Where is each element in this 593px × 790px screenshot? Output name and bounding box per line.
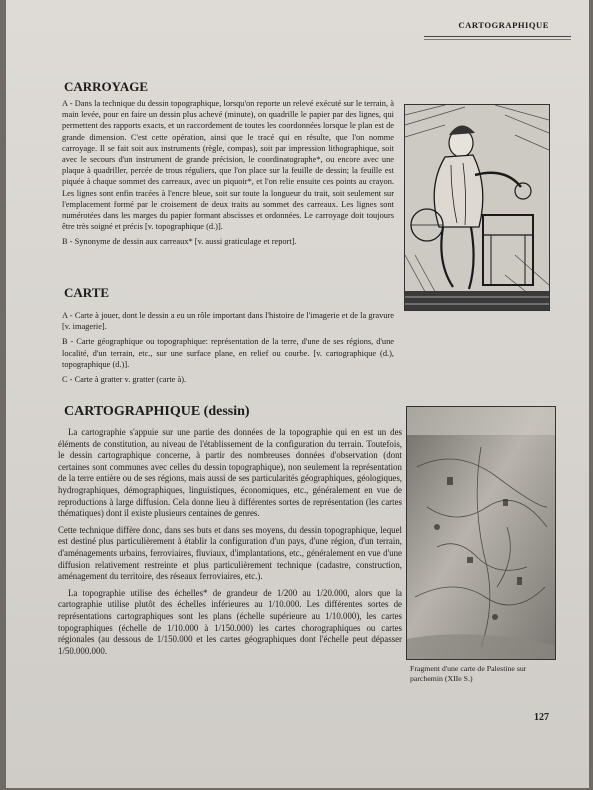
header-rule-thin [424,39,571,40]
page-number: 127 [534,712,549,723]
cartographique-para-1: La cartographie s'appuie sur une partie des données de la topographie qui en est un des éléments de constitution, au niveau de l'établissement de la configuration du terrain. Toutefois, le dessin cartographique concerne, à partir des nombreuses données d'observation (dont certaines sont communes avec celles du dessin topographique), non seulement la représentation de la terre entière ou de ses régions, mais aussi de ses particularités géographiques, géologiques, hydrographiques, démographiques, linguistiques, économiques, etc., généralement en vue de reproductions à large diffusion. Cela donne lieu à différentes sortes de représentation (les cartes thématiques) dont il existe plusieurs centaines de genres. [58,427,402,519]
woodcut-illustration [404,104,550,311]
woodcut-engraving-image [405,105,549,310]
running-head: CARTOGRAPHIQUE [458,20,549,30]
carte-para-b: B - Carte géographique ou topographique: représentation de la terre, d'une de ses régions, d'une localité, d'un terrain, etc., sur une surface plane, en relief ou courbe. [v. cartographique (d.), topographique (d.)]. [62,337,394,369]
figure-caption: Fragment d'une carte de Palestine sur parchemin (XIIe S.) [410,664,527,683]
cartographique-para-2: Cette technique diffère donc, dans ses buts et dans ses moyens, du dessin topographique, lequel est destiné plus particulièrement à établir la configuration d'un pays, d'une région, d'un terrain, d'aménagements urbains, ferroviaires, fluviaux, d'implantations, etc., généralement en vue d'une diffusion relativement restreinte et plus particulièrement technique (cadastre, construction, aménagement du territoire, des réseaux ferroviaires, etc.). [58,524,402,582]
carte-para-c: C - Carte à gratter v. gratter (carte à). [62,375,187,385]
carte-body [62,310,394,389]
book-page [6,0,589,788]
carroyage-body [62,98,394,252]
heading-carroyage: CARROYAGE [64,79,149,94]
heading-cartographique: CARTOGRAPHIQUE (dessin) [64,404,250,419]
carroyage-para-a: A - Dans la technique du dessin topographique, lorsqu'on reporte un relevé exécuté sur le terrain, à main levée, pour en faire un dessin plus achevé (minute), on quadrille le papier par des lignes, qui permettent des rapports exacts, et un raccordement de toutes les coordonnées lorsque le plan est de grande dimension. C'est cette opération, ainsi que le tracé qui en résulte, que l'on nomme carroyage. Il se fait soit aux instruments (règle, compas), soit par impression lithographique, soit avec le secours d'un instrument de grande précision, le coordinatographe*, ou encore avec une plaque à quadriller, percée de trous réguliers, que l'on place sur la feuille de dessin; la feuille est piquée à chaque sommet des carreaux, avec un piquoir*, et l'on relie ensuite ces points au crayon. Les lignes sont enfin tracées à l'encre bleue, soit sur toute la longueur du trait, soit seulement sur l'emplacement formé par le croisement de deux traits au sommet des carreaux. Les lignes sont numérotées dans les marges du papier formant abscisses et ordonnées. Le carroyage doit toujours être très soigné et précis [v. topographique (d.)]. [62,99,394,232]
carroyage-para-b: B - Synonyme de dessin aux carreaux* [v. aussi graticulage et report]. [62,237,297,247]
parchment-map-image [406,406,556,660]
cartographique-para-3: La topographie utilise des échelles* de grandeur de 1/200 au 1/20.000, alors que la cartographie utilise plutôt des échelles inférieures au 1/10.000. Les différentes sortes de représentations cartographiques sont les plans (échelle supérieure au 1/10.000), les cartes topographiques (échelle de 1/10.000 à 1/150.000) les cartes chorographiques ou cartes régionales (au dessous de 1/150.000 et les cartes géographiques dont l'échelle peut dépasser 1/50.000.000. [58,587,402,656]
cartographique-body [58,427,402,662]
heading-carte: CARTE [64,285,110,300]
header-rule [424,36,571,37]
carte-para-a: A - Carte à jouer, dont le dessin a eu un rôle important dans l'histoire de l'imagerie et de la gravure [v. imagerie]. [62,311,394,332]
palestine-map-fragment [407,407,555,659]
